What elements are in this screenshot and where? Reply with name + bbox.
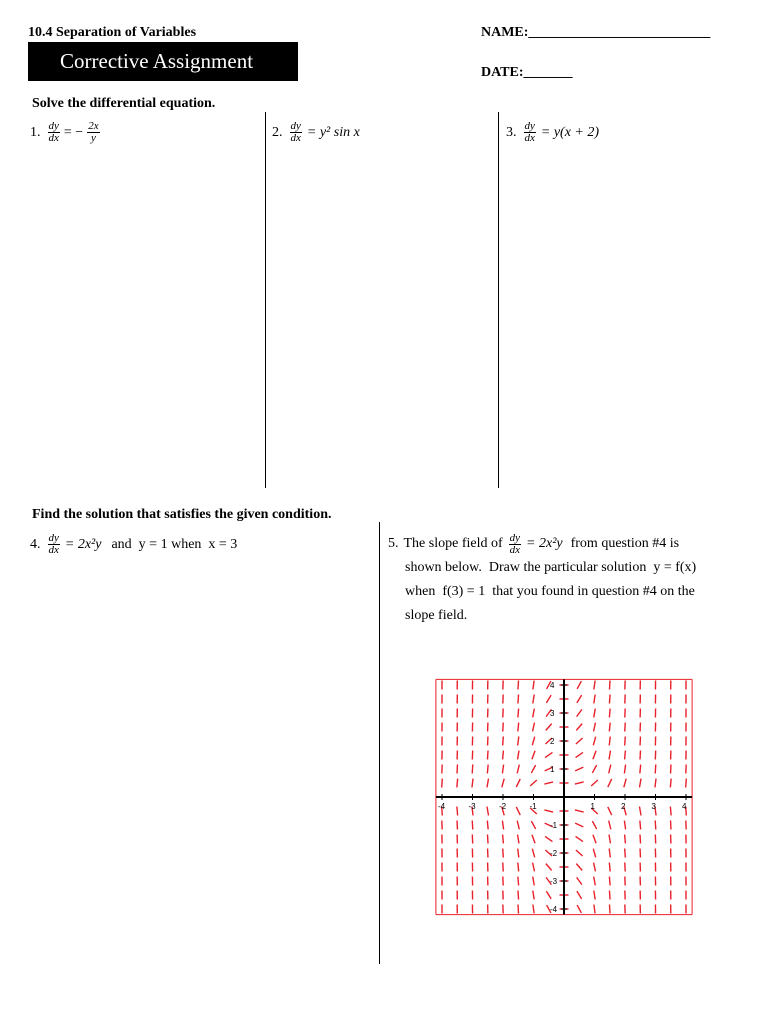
column-divider xyxy=(265,112,266,488)
slope-segment xyxy=(544,810,553,812)
slope-segment xyxy=(609,905,610,914)
x-tick-label: -4 xyxy=(438,802,446,811)
slope-segment xyxy=(609,835,610,844)
assignment-title: Corrective Assignment xyxy=(60,49,254,73)
name-field[interactable]: NAME:__________________________ xyxy=(481,25,711,40)
slope-segment xyxy=(609,681,610,690)
problem-number: 3. xyxy=(506,124,517,140)
y-tick-label: -1 xyxy=(550,821,558,830)
slope-segment xyxy=(594,877,596,886)
problem-1 xyxy=(30,121,102,144)
slope-segment xyxy=(533,891,534,900)
slope-segment xyxy=(686,779,687,788)
problem-number: 1. xyxy=(30,124,41,140)
slope-segment xyxy=(487,779,489,788)
slope-segment xyxy=(518,905,519,914)
slope-segment xyxy=(670,779,671,788)
assignment-title-banner xyxy=(28,42,298,81)
slope-segment xyxy=(576,738,583,744)
slope-segment xyxy=(625,849,626,858)
slope-segment xyxy=(546,695,551,703)
y-tick-label: -3 xyxy=(550,877,558,886)
slope-segment xyxy=(457,779,458,788)
slope-segment xyxy=(545,836,552,841)
slope-segment xyxy=(625,751,626,760)
slope-segment xyxy=(593,737,595,746)
slope-segment xyxy=(516,779,520,787)
problem-number: 2. xyxy=(272,124,283,140)
slope-segment xyxy=(503,849,504,858)
slope-segment xyxy=(531,765,535,773)
problem-number: 5. xyxy=(388,536,399,551)
slope-segment xyxy=(487,751,488,760)
slope-segment xyxy=(575,782,584,784)
slope-segment xyxy=(624,779,626,788)
x-tick-label: 2 xyxy=(621,802,626,811)
x-tick-label: 1 xyxy=(590,802,595,811)
problem-3 xyxy=(506,121,599,144)
y-tick-label: 4 xyxy=(550,681,555,690)
slope-segment xyxy=(533,695,534,704)
slope-segment xyxy=(609,723,610,732)
slope-segment xyxy=(531,821,535,829)
slope-segment xyxy=(518,723,519,732)
slope-segment xyxy=(655,779,656,788)
slope-segment xyxy=(594,891,595,900)
slope-segment xyxy=(546,864,552,871)
slope-segment xyxy=(533,863,535,872)
slope-segment xyxy=(640,765,641,774)
fraction-dy-dx: $\frac{dy}{dx}$ xyxy=(290,120,301,144)
equation-rhs: = y² sin x xyxy=(306,124,360,140)
slope-segment xyxy=(639,779,641,788)
slope-segment xyxy=(609,695,610,704)
slope-segment xyxy=(640,751,641,760)
slope-segment xyxy=(576,836,583,841)
column-divider xyxy=(379,522,380,964)
slope-segment xyxy=(518,751,519,760)
slope-segment xyxy=(577,877,582,884)
slope-segment xyxy=(487,835,488,844)
y-tick-label: 3 xyxy=(550,709,555,718)
problem-number: 4. xyxy=(30,536,41,552)
slope-segment xyxy=(609,751,610,760)
problem-5-line-2: shown below. Draw the particular solution y = f(x) xyxy=(405,560,697,575)
slope-segment xyxy=(487,807,489,816)
date-field[interactable]: DATE:_______ xyxy=(481,65,573,80)
slope-segment xyxy=(503,751,504,760)
slope-field-graph[interactable] xyxy=(428,672,700,917)
slope-segment xyxy=(503,737,504,746)
slope-segment xyxy=(518,681,519,690)
slope-segment xyxy=(625,835,626,844)
slope-segment xyxy=(518,877,519,886)
slope-segment xyxy=(472,779,473,788)
slope-segment xyxy=(518,709,519,718)
slope-segment xyxy=(640,821,641,830)
slope-segment xyxy=(609,849,610,858)
fraction-dy-dx: $\frac{dy}{dx}$ xyxy=(48,120,59,144)
slope-segment xyxy=(592,765,596,773)
slope-segment xyxy=(487,765,488,774)
slope-segment xyxy=(442,779,443,788)
slope-segment xyxy=(625,737,626,746)
slope-segment xyxy=(609,765,611,774)
equation-rhs: = 2x²y xyxy=(526,536,563,551)
slope-segment xyxy=(518,835,519,844)
problem-text: from question #4 is xyxy=(570,536,680,551)
slope-segment xyxy=(577,709,582,716)
slope-segment xyxy=(609,709,610,718)
slope-segment xyxy=(518,695,519,704)
slope-segment xyxy=(576,724,582,731)
problem-4 xyxy=(30,533,237,556)
slope-segment xyxy=(594,723,596,732)
fraction-dy-dx: $\frac{dy}{dx}$ xyxy=(48,532,59,556)
slope-segment xyxy=(544,782,553,784)
slope-segment xyxy=(503,835,504,844)
slope-segment xyxy=(575,823,583,827)
problem-2 xyxy=(272,121,360,144)
y-tick-label: 2 xyxy=(550,737,555,746)
slope-segment xyxy=(593,835,596,843)
slope-segment xyxy=(532,737,534,746)
problem-5-line-4: slope field. xyxy=(405,608,468,623)
initial-condition: and y = 1 when x = 3 xyxy=(111,536,238,552)
problem-5 xyxy=(388,532,748,628)
slope-segment xyxy=(457,807,458,816)
problem-5-line-1 xyxy=(388,532,748,556)
slope-segment xyxy=(594,709,596,718)
slope-segment xyxy=(546,891,551,899)
slope-segment xyxy=(472,821,473,830)
x-tick-label: -2 xyxy=(499,802,507,811)
slope-segment xyxy=(577,695,582,703)
slope-segment xyxy=(472,765,473,774)
slope-segment xyxy=(594,905,595,914)
slope-segment xyxy=(502,779,504,788)
slope-segment xyxy=(533,877,535,886)
slope-segment xyxy=(593,849,595,858)
y-tick-label: -2 xyxy=(550,849,558,858)
slope-segment xyxy=(594,863,596,872)
slope-segment xyxy=(608,807,612,815)
column-divider xyxy=(498,112,499,488)
slope-segment xyxy=(655,765,656,774)
fraction-dy-dx: $\frac{dy}{dx}$ xyxy=(509,531,521,556)
slope-segment xyxy=(533,723,535,732)
part2-instruction: Find the solution that satisfies the given condition. xyxy=(32,507,332,522)
part1-instruction: Solve the differential equation. xyxy=(32,96,216,111)
slope-segment xyxy=(532,835,535,843)
equation-rhs: = y(x + 2) xyxy=(540,124,600,140)
slope-segment xyxy=(609,737,610,746)
fraction-2x-y: $\frac{2x}{y}$ xyxy=(88,120,99,144)
slope-segment xyxy=(532,751,535,759)
problem-5-line-3: when f(3) = 1 that you found in question #4 on the xyxy=(405,584,695,599)
x-tick-label: 4 xyxy=(682,802,687,811)
slope-segment xyxy=(533,681,534,690)
slope-segment xyxy=(576,864,582,871)
slope-segment xyxy=(609,877,610,886)
slope-segment xyxy=(609,891,610,900)
slope-segment xyxy=(593,751,596,759)
slope-segment xyxy=(533,905,534,914)
slope-segment xyxy=(502,821,503,830)
problem-text: The slope field of xyxy=(403,536,503,551)
equation-rhs: = − xyxy=(63,124,84,140)
slope-segment xyxy=(517,765,519,774)
equation-rhs: = 2x²y xyxy=(64,536,102,552)
slope-segment xyxy=(517,821,519,830)
slope-segment xyxy=(670,807,671,816)
slope-segment xyxy=(533,709,535,718)
x-tick-label: -3 xyxy=(468,802,476,811)
slope-segment xyxy=(640,835,641,844)
slope-segment xyxy=(609,821,611,830)
fraction-dy-dx: $\frac{dy}{dx}$ xyxy=(524,120,535,144)
slope-segment xyxy=(516,807,520,815)
y-tick-label: -4 xyxy=(550,905,558,914)
slope-segment xyxy=(577,681,581,689)
slope-segment xyxy=(594,681,595,690)
slope-segment xyxy=(575,767,583,771)
slope-segment xyxy=(624,821,625,830)
slope-segment xyxy=(575,810,584,812)
x-tick-label: -1 xyxy=(529,802,537,811)
slope-segment xyxy=(530,780,537,786)
slope-segment xyxy=(518,891,519,900)
slope-segment xyxy=(576,752,583,757)
slope-segment xyxy=(609,863,610,872)
section-title: 10.4 Separation of Variables xyxy=(28,25,197,40)
slope-segment xyxy=(624,765,625,774)
slope-segment xyxy=(532,849,534,858)
slope-segment xyxy=(577,905,581,913)
slope-segment xyxy=(608,779,612,787)
slope-segment xyxy=(576,850,583,856)
slope-segment xyxy=(545,752,552,757)
slope-segment xyxy=(594,695,595,704)
slope-segment xyxy=(591,780,598,786)
slope-segment xyxy=(518,737,519,746)
slope-segment xyxy=(502,765,503,774)
slope-segment xyxy=(577,891,582,899)
slope-segment xyxy=(518,863,519,872)
x-tick-label: 3 xyxy=(651,802,656,811)
y-tick-label: 1 xyxy=(550,765,555,774)
slope-segment xyxy=(639,807,641,816)
slope-segment xyxy=(518,849,519,858)
slope-segment xyxy=(592,821,596,829)
slope-segment xyxy=(546,724,552,731)
slope-segment xyxy=(487,821,488,830)
slope-segment xyxy=(655,821,656,830)
